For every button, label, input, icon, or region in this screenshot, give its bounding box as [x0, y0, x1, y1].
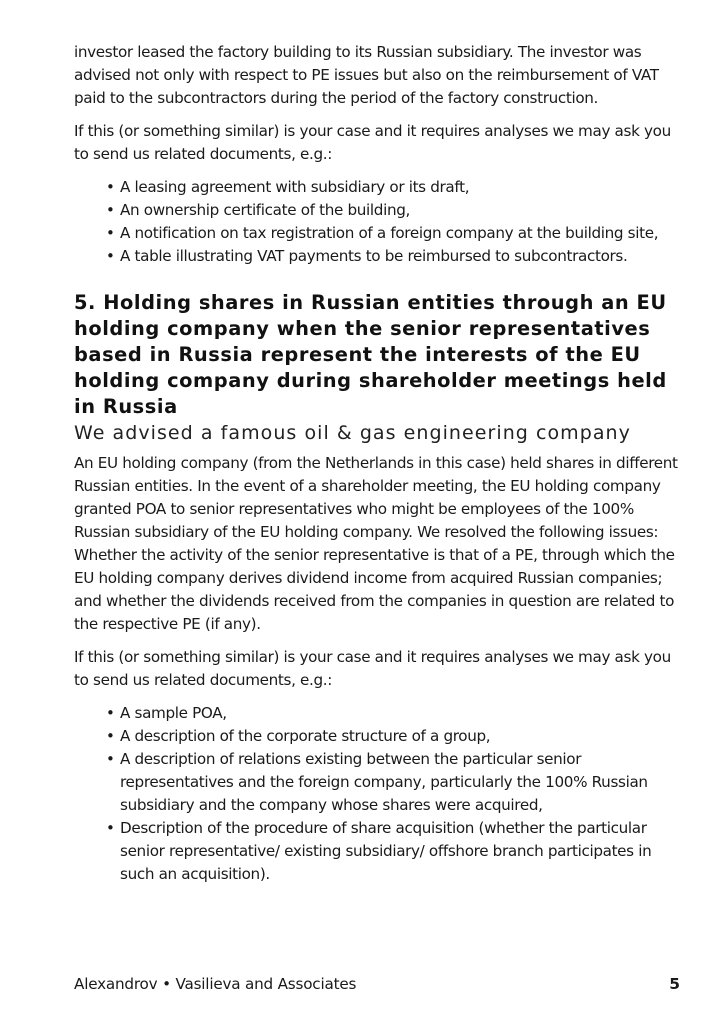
page-content — [74, 41, 686, 896]
footer-firm-name: Alexandrov • Vasilieva and Associates — [74, 975, 357, 993]
section-heading: 5. Holding shares in Russian entities through an EU holding company when the senior representatives based in Russia represent the interests of the EU holding company during shareholder meetings held in Russia — [74, 291, 667, 418]
page-number: 5 — [669, 975, 680, 993]
list-item: • A notification on tax registration of a foreign company at the building site, — [120, 222, 686, 245]
list-item: • A leasing agreement with subsidiary or its draft, — [120, 176, 686, 199]
documents-list-2 — [74, 702, 686, 886]
section-subtitle: We advised a famous oil & gas engineering company — [74, 422, 631, 444]
documents-request-paragraph: If this (or something similar) is your case and it requires analyses we may ask you to send us related documents, e.g.: — [74, 122, 671, 163]
section-body-paragraph: An EU holding company (from the Netherlands in this case) held shares in different Russian entities. In the event of a shareholder meeting, the EU holding company granted POA to senior representatives who might be employees of the 100% Russian subsidiary of the EU holding company. We resolved the following issues: Whether the activity of the senior representative is that of a PE, through which the EU holding company derives dividend income from acquired Russian companies; and whether the dividends received from the companies in question are related to the respective PE (if any). — [74, 454, 678, 633]
list-item: • A description of relations existing between the particular senior representatives and the foreign company, particularly the 100% Russian subsidiary and the company whose shares were acquired, — [120, 748, 686, 817]
intro-paragraph: investor leased the factory building to its Russian subsidiary. The investor was advised not only with respect to PE issues but also on the reimbursement of VAT paid to the subcontractors during the period of the factory construction. — [74, 43, 659, 107]
list-item: • A table illustrating VAT payments to be reimbursed to subcontractors. — [120, 245, 686, 268]
list-item: • A sample POA, — [120, 702, 686, 725]
documents-list-1 — [74, 176, 686, 268]
list-item: • Description of the procedure of share acquisition (whether the particular senior representative/ existing subsidiary/ offshore branch participates in such an acquisition). — [120, 817, 686, 886]
documents-request-paragraph: If this (or something similar) is your case and it requires analyses we may ask you to send us related documents, e.g.: — [74, 648, 671, 689]
list-item: • A description of the corporate structure of a group, — [120, 725, 686, 748]
list-item: • An ownership certificate of the building, — [120, 199, 686, 222]
